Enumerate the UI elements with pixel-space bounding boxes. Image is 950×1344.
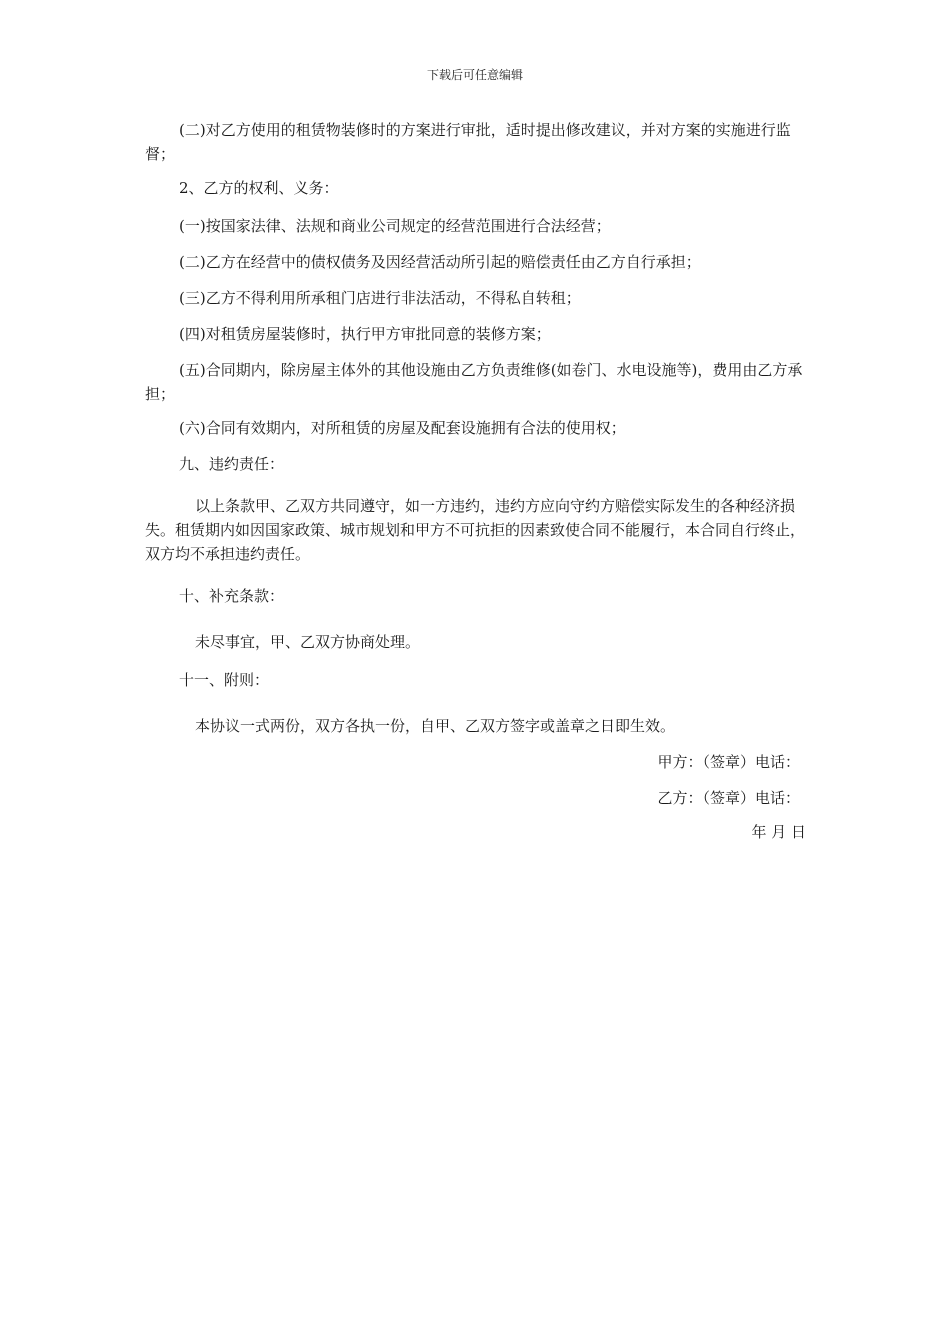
- party-a-signature: 甲方：（签章）电话：: [657, 753, 800, 771]
- page-header: 下载后可任意编辑: [426, 68, 523, 82]
- party-b-clause-4: (四)对租赁房屋装修时，执行甲方审批同意的装修方案；: [179, 325, 551, 343]
- breach-heading: 九、违约责任：: [179, 455, 285, 473]
- breach-text: 以上条款甲、乙双方共同遵守，如一方违约，违约方应向守约方赔偿实际发生的各种经济损失。租赁期内如因国家政策、城市规划和甲方不可抗拒的因素致使合同不能履行，本合同自行终止，双方均不承担违约责任。: [145, 497, 806, 563]
- supplement-text: 未尽事宜，甲、乙双方协商处理。: [195, 633, 421, 651]
- clause-2-2: (二)对乙方使用的租赁物装修时的方案进行审批，适时提出修改建议，并对方案的实施进行监督；: [145, 121, 791, 163]
- appendix-heading: 十一、附则：: [179, 671, 270, 689]
- document-body: [145, 118, 810, 844]
- party-b-clause-2: (二)乙方在经营中的债权债务及因经营活动所引起的赔偿责任由乙方自行承担；: [179, 253, 701, 271]
- signature-date: 年 月 日: [751, 823, 806, 841]
- appendix-text: 本协议一式两份，双方各执一份，自甲、乙双方签字或盖章之日即生效。: [195, 717, 676, 735]
- party-b-clause-1: (一)按国家法律、法规和商业公司规定的经营范围进行合法经营；: [179, 217, 611, 235]
- party-b-clause-6: (六)合同有效期内，对所租赁的房屋及配套设施拥有合法的使用权；: [179, 419, 626, 437]
- party-b-clause-3: (三)乙方不得利用所承租门店进行非法活动，不得私自转租；: [179, 289, 581, 307]
- party-b-clause-5: (五)合同期内，除房屋主体外的其他设施由乙方负责维修(如卷门、水电设施等)，费用由乙方承担；: [145, 361, 803, 403]
- party-b-signature: 乙方：（签章）电话：: [657, 789, 800, 807]
- supplement-heading: 十、补充条款：: [179, 587, 285, 605]
- party-b-rights-heading: 2、乙方的权利、义务：: [179, 179, 339, 197]
